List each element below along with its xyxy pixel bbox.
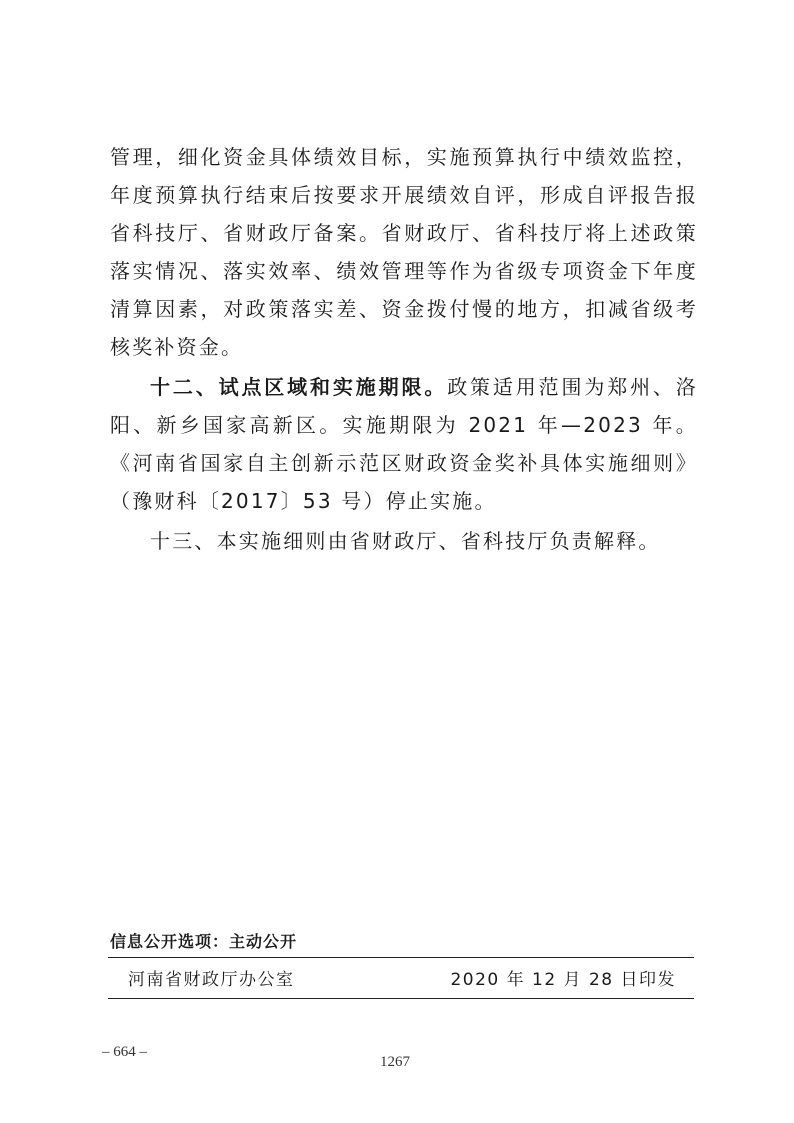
paragraph-section-13: 十三、本实施细则由省财政厅、省科技厅负责解释。 [150, 529, 661, 553]
document-body [110, 138, 698, 562]
original-page-number: – 664 – [102, 1044, 147, 1060]
compilation-page-number: 1267 [380, 1054, 410, 1070]
issue-date: 2020 年 12 月 28 日印发 [450, 970, 676, 990]
paragraph-section-12 [110, 368, 698, 520]
issuing-office: 河南省财政厅办公室 [128, 970, 295, 990]
footer-bottom-rule [108, 998, 694, 999]
section-12-heading: 十二、试点区域和实施期限。 [150, 375, 448, 399]
footer-top-rule [108, 957, 694, 958]
section-12-text: 政策适用范围为郑州、洛阳、新乡国家高新区。实施期限为 2021 年—2023 年。《河南省国家自主创新示范区财政资金奖补具体实施细则》（豫财科〔2017〕53 号）停止实施。 [110, 375, 698, 513]
disclosure-option: 信息公开选项：主动公开 [110, 932, 298, 951]
paragraph-continuation: 管理，细化资金具体绩效目标，实施预算执行中绩效监控，年度预算执行结束后按要求开展绩效自评，形成自评报告报省科技厅、省财政厅备案。省财政厅、省科技厅将上述政策落实情况、落实效率、绩效管理等作为省级专项资金下年度清算因素，对政策落实差、资金拨付慢的地方，扣减省级考核奖补资金。 [110, 145, 698, 359]
